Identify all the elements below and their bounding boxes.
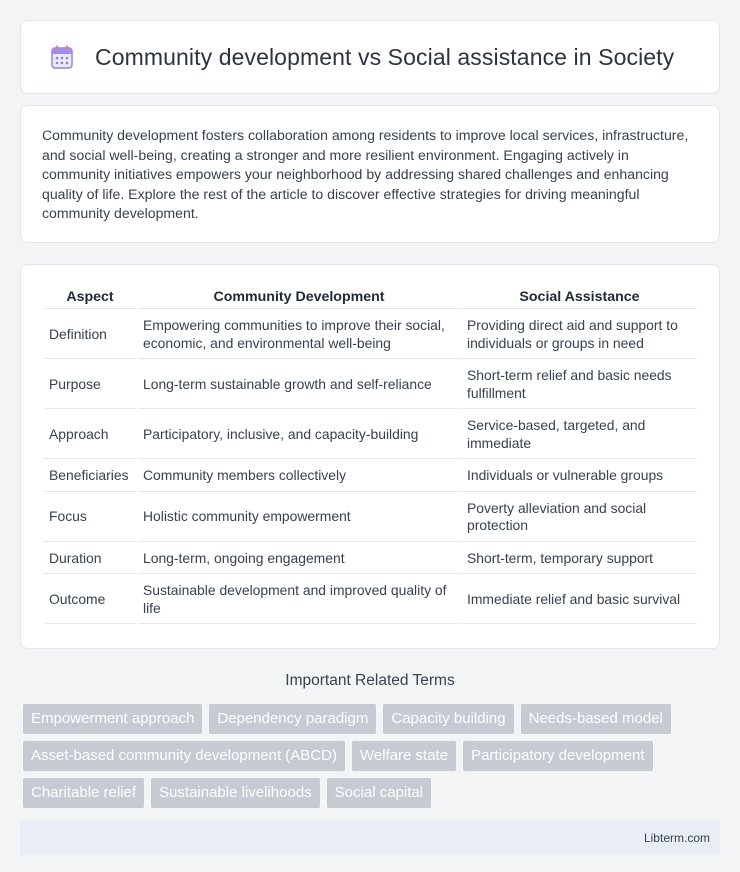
table-header-row	[44, 287, 697, 309]
table-row	[44, 544, 697, 575]
table-row	[44, 576, 697, 624]
cell-social-assistance: Poverty alleviation and social protection	[462, 494, 697, 542]
cell-social-assistance: Providing direct aid and support to individuals or groups in need	[462, 311, 697, 359]
tag-participatory-development[interactable]: Participatory development	[463, 741, 652, 771]
tag-charitable-relief[interactable]: Charitable relief	[23, 778, 144, 808]
cell-aspect: Focus	[44, 494, 136, 542]
tag-needs-based-model[interactable]: Needs-based model	[521, 704, 671, 734]
footer-site-link[interactable]: Libterm.com	[643, 831, 710, 845]
table-row	[44, 361, 697, 409]
tag-welfare-state[interactable]: Welfare state	[352, 741, 456, 771]
page-title: Community development vs Social assistance in Society	[95, 43, 675, 70]
related-terms-title: Important Related Terms	[285, 672, 455, 689]
cell-social-assistance: Short-term, temporary support	[462, 544, 697, 575]
comparison-table	[42, 285, 699, 626]
table-row	[44, 461, 697, 492]
cell-community-development: Community members collectively	[138, 461, 460, 492]
cell-social-assistance: Short-term relief and basic needs fulfillment	[462, 361, 697, 409]
cell-social-assistance: Immediate relief and basic survival	[462, 576, 697, 624]
cell-aspect: Purpose	[44, 361, 136, 409]
cell-community-development: Holistic community empowerment	[138, 494, 460, 542]
tag-sustainable-livelihoods[interactable]: Sustainable livelihoods	[151, 778, 320, 808]
related-terms-section	[20, 672, 720, 808]
header-social-assistance: Social Assistance	[462, 287, 697, 309]
cell-aspect: Outcome	[44, 576, 136, 624]
tag-social-capital[interactable]: Social capital	[327, 778, 431, 808]
cell-social-assistance: Individuals or vulnerable groups	[462, 461, 697, 492]
cell-community-development: Empowering communities to improve their social, economic, and environmental well-being	[138, 311, 460, 359]
cell-community-development: Participatory, inclusive, and capacity-building	[138, 411, 460, 459]
tag-empowerment-approach[interactable]: Empowerment approach	[23, 704, 202, 734]
cell-aspect: Definition	[44, 311, 136, 359]
header-aspect: Aspect	[44, 287, 136, 309]
cell-community-development: Long-term, ongoing engagement	[138, 544, 460, 575]
tag-dependency-paradigm[interactable]: Dependency paradigm	[209, 704, 376, 734]
tag-asset-based-community-development[interactable]: Asset-based community development (ABCD)	[23, 741, 345, 771]
cell-social-assistance: Service-based, targeted, and immediate	[462, 411, 697, 459]
header-community-development: Community Development	[138, 287, 460, 309]
comparison-card	[20, 264, 720, 649]
table-row	[44, 494, 697, 542]
title-card	[20, 20, 720, 94]
footer	[20, 821, 720, 855]
cell-aspect: Approach	[44, 411, 136, 459]
tag-capacity-building[interactable]: Capacity building	[383, 704, 513, 734]
calendar-icon	[49, 44, 75, 70]
intro-text: Community development fosters collaboration among residents to improve local services, infrastructure, and social well-being, creating a stronger and more resilient environment. Engaging actively in community initiatives empowers your neighborhood by addressing shared challenges and enhancing quality of life. Explore the rest of the article to discover effective strategies for driving meaningful community development.	[42, 127, 689, 222]
related-terms-list	[20, 704, 720, 808]
cell-aspect: Beneficiaries	[44, 461, 136, 492]
cell-aspect: Duration	[44, 544, 136, 575]
intro-card	[20, 105, 720, 243]
cell-community-development: Long-term sustainable growth and self-reliance	[138, 361, 460, 409]
table-row	[44, 411, 697, 459]
table-row	[44, 311, 697, 359]
cell-community-development: Sustainable development and improved quality of life	[138, 576, 460, 624]
